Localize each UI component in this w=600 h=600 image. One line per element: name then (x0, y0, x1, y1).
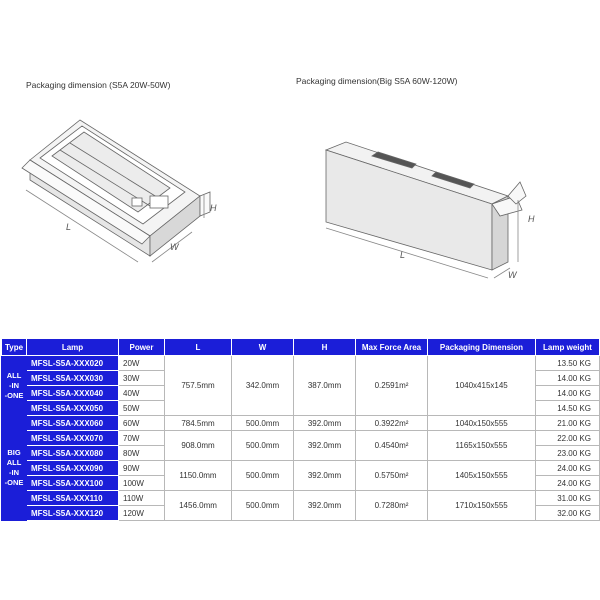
type-line: ALL (6, 370, 22, 380)
left-drawing-caption: Packaging dimension (S5A 20W-50W) (26, 80, 171, 90)
left-length-label: L (66, 222, 72, 232)
power-cell: 30W (119, 371, 165, 386)
right-width-label: W (508, 270, 517, 280)
weight-cell: 13.50 KG (536, 356, 600, 371)
l-cell: 784.5mm (165, 416, 232, 431)
header-packaging-dimension: Packaging Dimension (428, 339, 536, 356)
pack-cell: 1040x415x145 (428, 356, 536, 416)
table-row (2, 431, 600, 446)
lamp-cell: MFSL-S5A-XXX060 (27, 416, 119, 431)
left-height-label: H (210, 203, 217, 213)
w-cell: 500.0mm (232, 461, 294, 491)
header-lamp-weight: Lamp weight (536, 339, 600, 356)
h-cell: 387.0mm (294, 356, 356, 416)
lamp-cell: MFSL-S5A-XXX050 (27, 401, 119, 416)
lamp-cell: MFSL-S5A-XXX080 (27, 446, 119, 461)
right-drawing-caption: Packaging dimension(Big S5A 60W-120W) (296, 76, 458, 86)
weight-cell: 21.00 KG (536, 416, 600, 431)
header-power: Power (119, 339, 165, 356)
power-cell: 90W (119, 461, 165, 476)
table-row (2, 461, 600, 476)
type-line: -IN (9, 468, 19, 477)
header-l: L (165, 339, 232, 356)
power-cell: 50W (119, 401, 165, 416)
lamp-cell: MFSL-S5A-XXX090 (27, 461, 119, 476)
lamp-cell: MFSL-S5A-XXX040 (27, 386, 119, 401)
type-line: -IN (9, 380, 19, 390)
w-cell: 500.0mm (232, 491, 294, 521)
l-cell: 908.0mm (165, 431, 232, 461)
power-cell: 110W (119, 491, 165, 506)
table-row (2, 491, 600, 506)
lamp-cell: MFSL-S5A-XXX030 (27, 371, 119, 386)
weight-cell: 32.00 KG (536, 506, 600, 521)
lamp-cell: MFSL-S5A-XXX120 (27, 506, 119, 521)
weight-cell: 14.00 KG (536, 371, 600, 386)
power-cell: 70W (119, 431, 165, 446)
power-cell: 60W (119, 416, 165, 431)
header-max-force-area: Max Force Area (356, 339, 428, 356)
w-cell: 500.0mm (232, 416, 294, 431)
big-package-drawing (326, 142, 526, 278)
type-line: -ONE (4, 390, 24, 400)
force-cell: 0.7280m² (356, 491, 428, 521)
header-h: H (294, 339, 356, 356)
h-cell: 392.0mm (294, 416, 356, 431)
spec-table (1, 338, 600, 521)
weight-cell: 14.00 KG (536, 386, 600, 401)
force-cell: 0.2591m² (356, 356, 428, 416)
header-row (2, 339, 600, 356)
right-height-label: H (528, 214, 535, 224)
weight-cell: 22.00 KG (536, 431, 600, 446)
type-line: BIG (7, 448, 21, 457)
header-type: Type (2, 339, 27, 356)
w-cell: 500.0mm (232, 431, 294, 461)
lamp-cell: MFSL-S5A-XXX070 (27, 431, 119, 446)
lamp-cell: MFSL-S5A-XXX100 (27, 476, 119, 491)
weight-cell: 23.00 KG (536, 446, 600, 461)
pack-cell: 1405x150x555 (428, 461, 536, 491)
h-cell: 392.0mm (294, 491, 356, 521)
header-w: W (232, 339, 294, 356)
pack-cell: 1710x150x555 (428, 491, 536, 521)
right-length-label: L (400, 250, 406, 260)
lamp-cell: MFSL-S5A-XXX020 (27, 356, 119, 371)
lamp-cell: MFSL-S5A-XXX110 (27, 491, 119, 506)
weight-cell: 24.00 KG (536, 476, 600, 491)
power-cell: 40W (119, 386, 165, 401)
power-cell: 120W (119, 506, 165, 521)
table-row (2, 416, 600, 431)
l-cell: 1456.0mm (165, 491, 232, 521)
w-cell: 342.0mm (232, 356, 294, 416)
force-cell: 0.5750m² (356, 461, 428, 491)
pack-cell: 1165x150x555 (428, 431, 536, 461)
l-cell: 757.5mm (165, 356, 232, 416)
power-cell: 80W (119, 446, 165, 461)
pack-cell: 1040x150x555 (428, 416, 536, 431)
h-cell: 392.0mm (294, 431, 356, 461)
weight-cell: 31.00 KG (536, 491, 600, 506)
small-package-drawing (22, 120, 210, 262)
force-cell: 0.4540m² (356, 431, 428, 461)
weight-cell: 14.50 KG (536, 401, 600, 416)
left-width-label: W (170, 242, 179, 252)
type-cell-all-in-one (2, 356, 27, 416)
power-cell: 20W (119, 356, 165, 371)
weight-cell: 24.00 KG (536, 461, 600, 476)
table-row (2, 356, 600, 371)
force-cell: 0.3922m² (356, 416, 428, 431)
type-line: ALL (6, 458, 22, 467)
type-line: -ONE (4, 478, 24, 487)
type-cell-big-all-in-one (2, 416, 27, 521)
h-cell: 392.0mm (294, 461, 356, 491)
header-lamp: Lamp (27, 339, 119, 356)
l-cell: 1150.0mm (165, 461, 232, 491)
power-cell: 100W (119, 476, 165, 491)
